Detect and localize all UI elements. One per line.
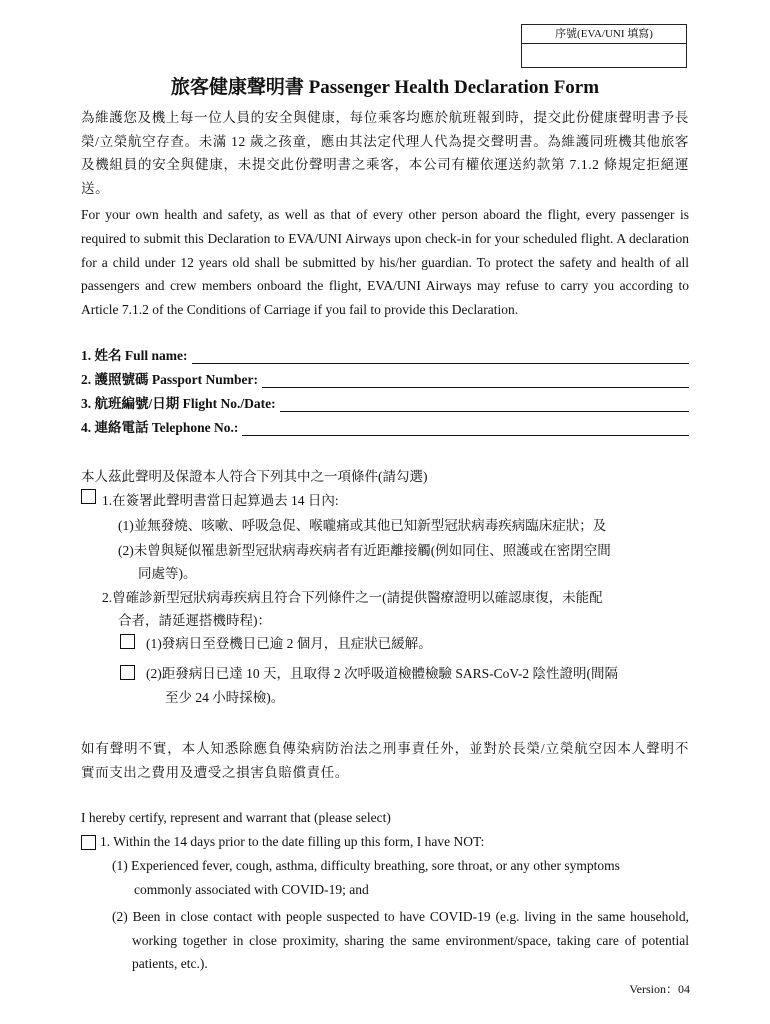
passport-label: 2. 護照號碼 Passport Number:	[81, 372, 258, 387]
zh-option2-sub1-checkbox[interactable]	[120, 634, 135, 649]
zh-option2-sub1-text: (1)發病日至登機日已逾 2 個月，且症狀已緩解。	[146, 636, 432, 651]
serial-number-label: 序號(EVA/UNI 填寫)	[522, 25, 686, 44]
en-option1-item1-line2: commonly associated with COVID-19; and	[134, 882, 369, 897]
telephone-field[interactable]	[81, 417, 689, 436]
passport-field[interactable]	[81, 369, 689, 388]
zh-option1-item2-line1: (2)未曾與疑似罹患新型冠狀病毒疾病者有近距離接觸(例如同住、照護或在密閉空間	[118, 543, 611, 558]
intro-en: For your own health and safety, as well as that of every other person aboard the flight, every passenger is required to submit this Declaration to EVA/UNI Airways upon check-in for your scheduled flight. A declaration for a child under 12 years old shall be submitted by his/her guardian. To protect the safety and health of all passengers and crew members onboard the flight, EVA/UNI Airways may refuse to carry you according to Article 7.1.2 of the Conditions of Carriage if you fail to provide this Declaration.	[81, 207, 689, 318]
en-option1-item1-line1: (1) Experienced fever, cough, asthma, difficulty breathing, sore throat, or any other symptoms	[112, 858, 620, 873]
en-option1-text: 1. Within the 14 days prior to the date filling up this form, I have NOT:	[100, 834, 485, 849]
zh-declaration-intro: 本人茲此聲明及保證本人符合下列其中之一項條件(請勾選)	[81, 469, 428, 484]
en-declaration-intro: I hereby certify, represent and warrant that (please select)	[81, 810, 391, 825]
version-label: Version：04	[629, 982, 690, 996]
full-name-field[interactable]	[81, 345, 689, 364]
page-title: 旅客健康聲明書 Passenger Health Declaration Form	[170, 77, 600, 98]
flight-field[interactable]	[81, 393, 689, 412]
full-name-label: 1. 姓名 Full name:	[81, 348, 188, 363]
zh-option2-line2: 合者，請延遲搭機時程)：	[118, 613, 271, 628]
zh-option2-line1: 2.曾確診新型冠狀病毒疾病且符合下列條件之一(請提供醫療證明以確認康復，未能配	[102, 590, 603, 605]
zh-option2-sub2-line1: (2)距發病日已達 10 天，且取得 2 次呼吸道檢體檢驗 SARS-CoV-2 陰性證明(間隔	[146, 666, 619, 681]
flight-label: 3. 航班編號/日期 Flight No./Date:	[81, 396, 276, 411]
zh-option2-sub2-checkbox[interactable]	[120, 665, 135, 680]
en-option1-checkbox[interactable]	[81, 835, 96, 850]
telephone-label: 4. 連絡電話 Telephone No.:	[81, 420, 239, 435]
zh-warning: 如有聲明不實，本人知悉除應負傳染病防治法之刑事責任外，並對於長榮/立榮航空因本人聲明不實而支出之費用及遭受之損害負賠償責任。	[81, 741, 689, 780]
zh-option1-checkbox[interactable]	[81, 489, 96, 504]
zh-option1-text: 1.在簽署此聲明書當日起算過去 14 日內:	[102, 493, 339, 508]
serial-number-box	[521, 24, 687, 68]
en-option1-item2: (2) Been in close contact with people suspected to have COVID-19 (e.g. living in the same household, working together in close proximity, sharing the same environment/space, taking care of potential patients, etc.).	[112, 909, 689, 971]
zh-option1-item2-line2: 同處等)。	[138, 566, 197, 581]
zh-option2-sub2-line2: 至少 24 小時採檢)。	[165, 690, 285, 705]
zh-option1-item1: (1)並無發燒、咳嗽、呼吸急促、喉嚨痛或其他已知新型冠狀病毒疾病臨床症狀；及	[118, 518, 607, 533]
intro-zh: 為維護您及機上每一位人員的安全與健康，每位乘客均應於航班報到時，提交此份健康聲明書予長榮/立榮航空存查。未滿 12 歲之孩童，應由其法定代理人代為提交聲明書。為維護同班機其他旅客及機組員的安全與健康，未提交此份聲明書之乘客，本公司有權依運送約款第 7.1.2 條規定拒絕運送。	[81, 110, 689, 197]
